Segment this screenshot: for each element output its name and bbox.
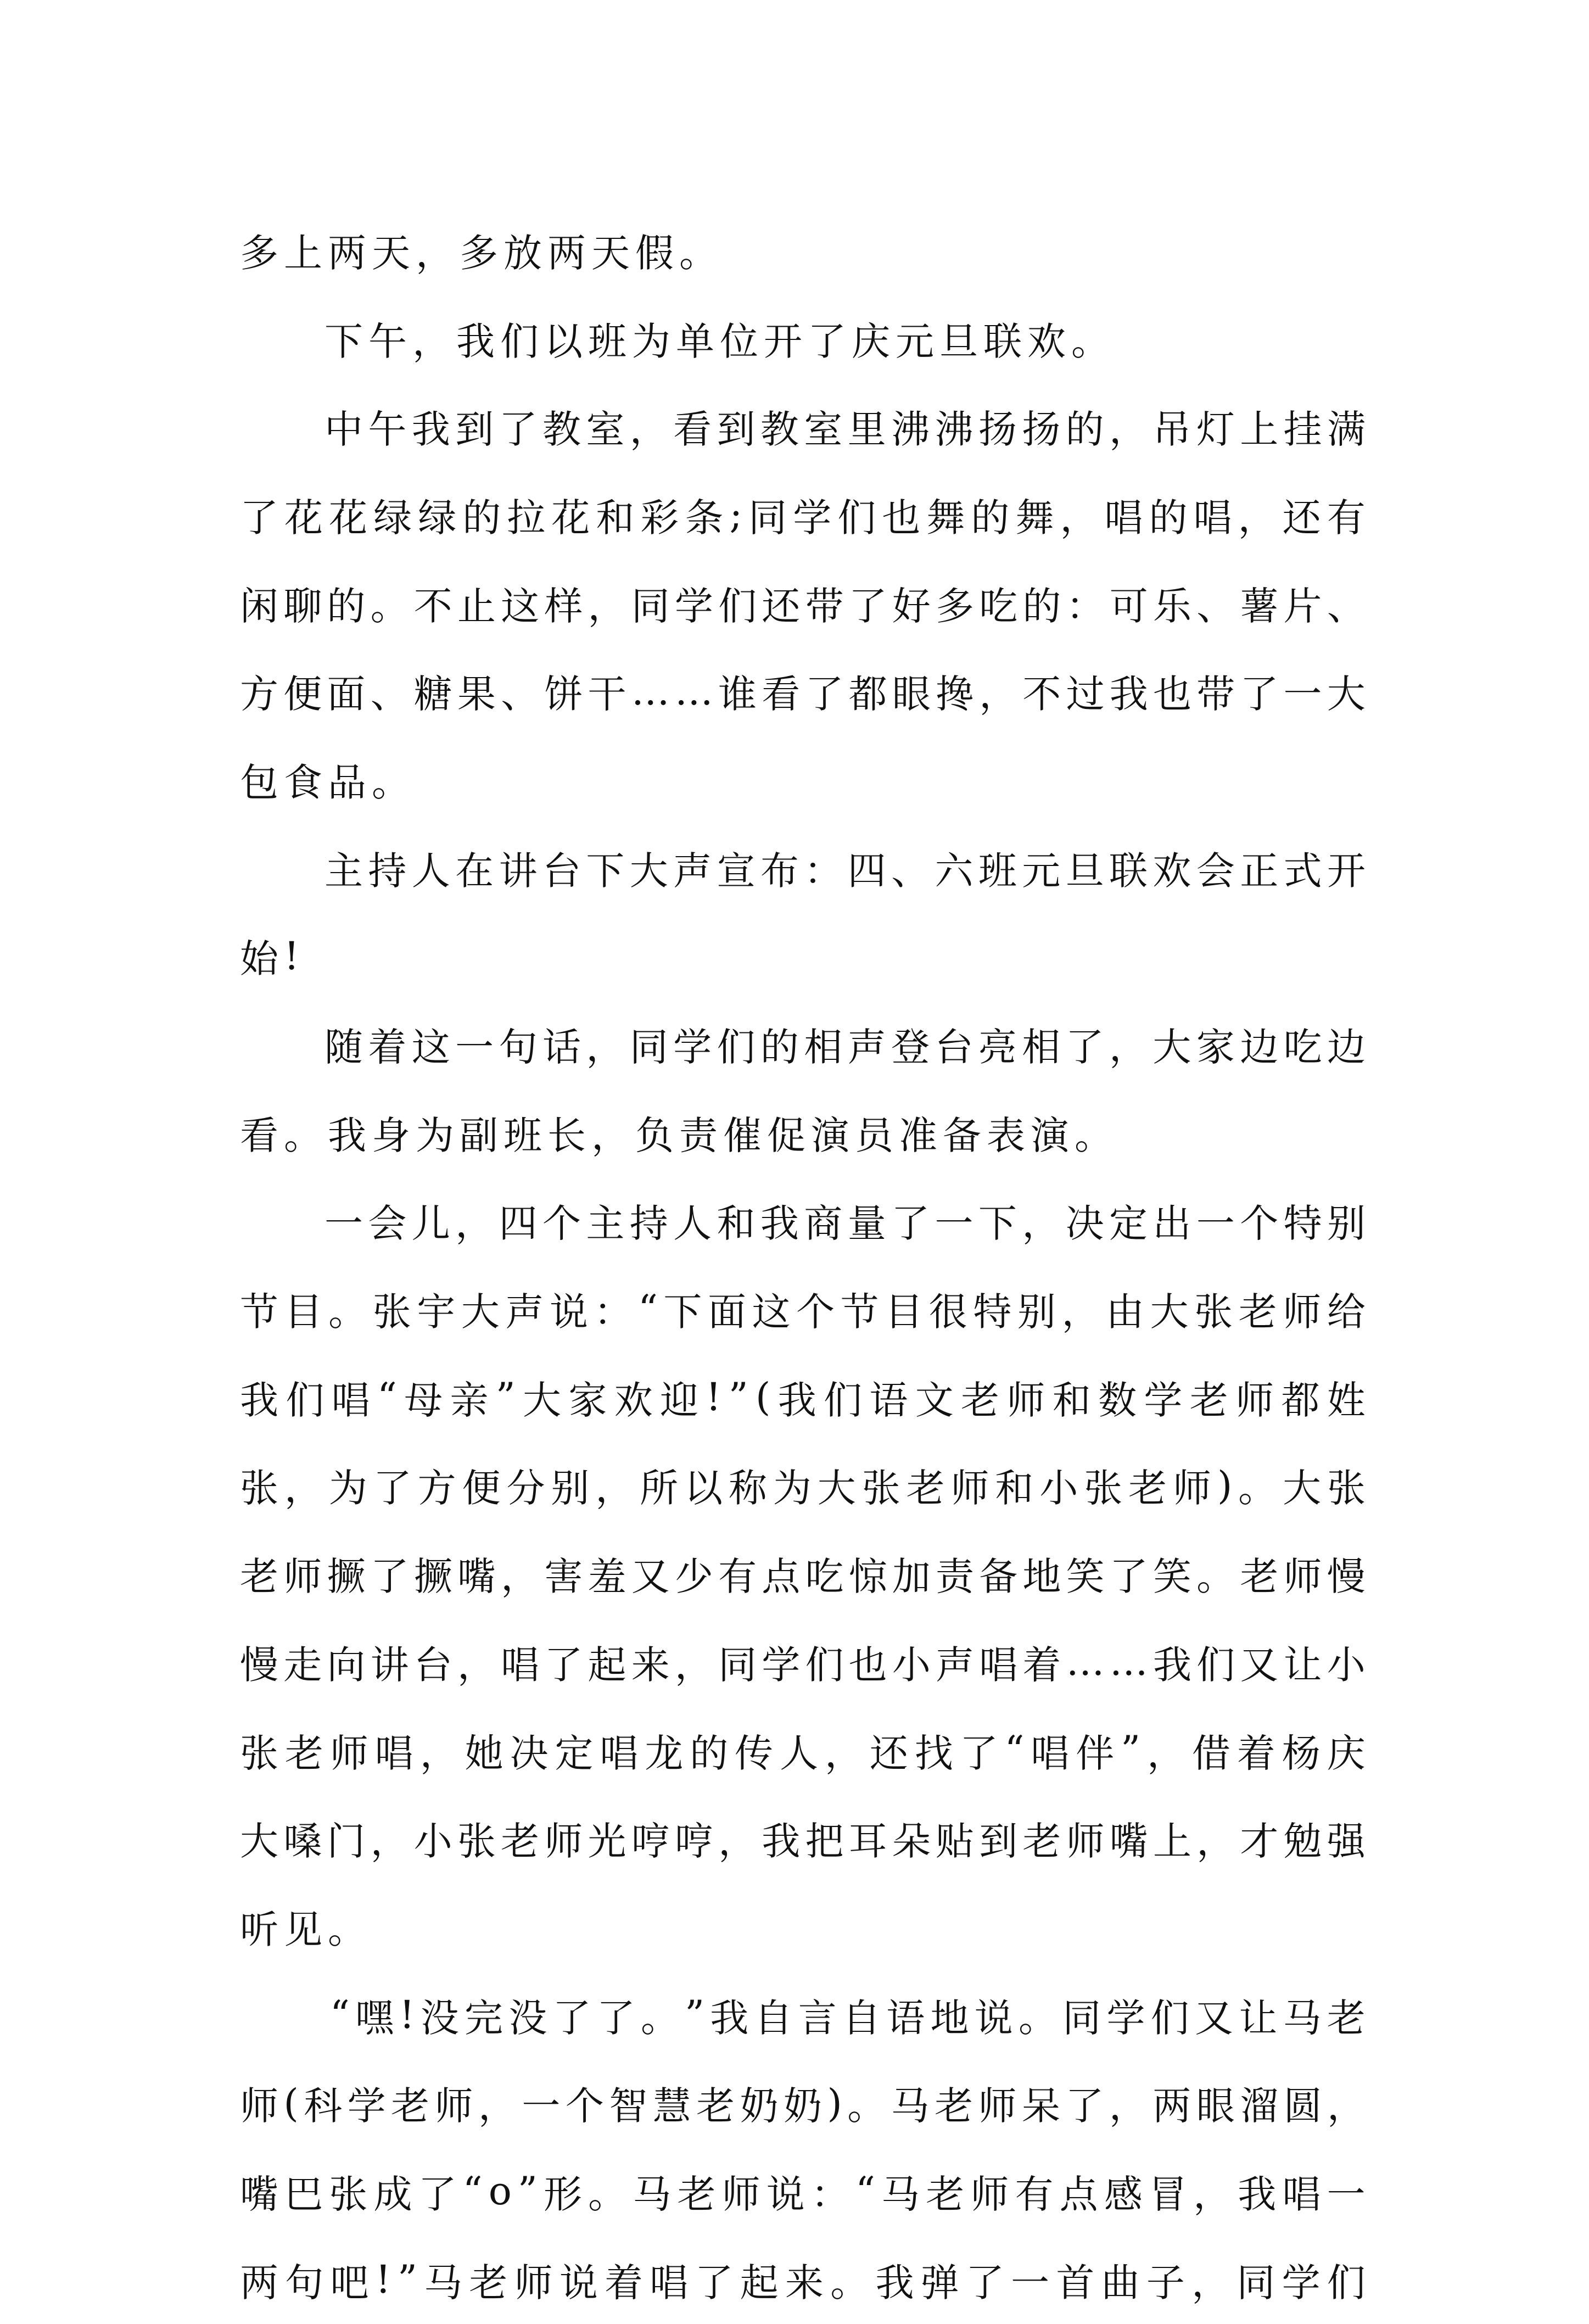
text-line: 嘴 巴 张 成 了 “ o ” 形 。 马 老 师 说 ： “ 马 老 师 有 点 感 冒 ， 我 唱 一 [240,2169,1366,2217]
text-line: 主 持 人 在 讲 台 下 大 声 宣 布 ： 四 、 六 班 元 旦 联 欢 会 正 式 开 [324,848,1366,893]
text-line: 师 ( 科 学 老 师 ， 一 个 智 慧 老 奶 奶 ) 。 马 老 师 呆 了 ， 两 眼 溜 圆 ， [240,2080,1366,2129]
text-line: 始 ! [240,933,300,982]
text-line: 多 上 两 天 ， 多 放 两 天 假 。 [240,230,718,276]
text-line: 包 食 品 。 [240,759,410,805]
text-line: 张 老 师 唱 ， 她 决 定 唱 龙 的 传 人 ， 还 找 了 “ 唱 伴 ” ， 借 着 杨 庆 [240,1728,1366,1776]
text-line: 节 目 。 张 宇 大 声 说 ： “ 下 面 这 个 节 目 很 特 别 ， 由 大 张 老 师 给 [240,1286,1366,1335]
text-line: 慢 走 向 讲 台 ， 唱 了 起 来 ， 同 学 们 也 小 声 唱 着 … … 我 们 又 让 小 [240,1639,1366,1688]
text-line: 我 们 唱 “ 母 亲 ” 大 家 欢 迎 ! ” ( 我 们 语 文 老 师 和 数 学 老 师 都 姓 [240,1375,1366,1423]
text-line: 听 见 。 [240,1907,366,1952]
text-line: 随 着 这 一 句 话 ， 同 学 们 的 相 声 登 台 亮 相 了 ， 大 家 边 吃 边 [324,1025,1366,1070]
text-line: 方 便 面 、 糖 果 、 饼 干 … … 谁 看 了 都 眼 搀 ， 不 过 我 也 带 了 一 大 [240,668,1366,717]
text-line: 大 嗓 门 ， 小 张 老 师 光 哼 哼 ， 我 把 耳 朵 贴 到 老 师 嘴 上 ， 才 勉 强 [240,1819,1366,1864]
text-line: 张 ， 为 了 方 便 分 别 ， 所 以 称 为 大 张 老 师 和 小 张 老 师 ) 。 大 张 [240,1462,1366,1511]
document-body [240,206,1366,2324]
text-line: “ 嘿 ! 没 完 没 了 了 。 ” 我 自 言 自 语 地 说 。 同 学 们 又 让 马 老 [330,1992,1366,2041]
text-line: 一 会 儿 ， 四 个 主 持 人 和 我 商 量 了 一 下 ， 决 定 出 一 个 特 别 [324,1201,1366,1247]
text-line: 下 午 ， 我 们 以 班 为 单 位 开 了 庆 元 旦 联 欢 。 [324,319,1110,364]
text-line: 看 。 我 身 为 副 班 长 ， 负 责 催 促 演 员 准 备 表 演 。 [240,1113,1113,1158]
text-line: 了 花 花 绿 绿 的 拉 花 和 彩 条 ; 同 学 们 也 舞 的 舞 ， 唱 的 唱 ， 还 有 [240,492,1366,540]
text-line: 闲 聊 的 。 不 止 这 样 ， 同 学 们 还 带 了 好 多 吃 的 ： 可 乐 、 薯 片 、 [240,583,1366,629]
text-line: 老 师 撅 了 撅 嘴 ， 害 羞 又 少 有 点 吃 惊 加 责 备 地 笑 了 笑 。 老 师 慢 [240,1554,1366,1600]
text-line: 两 句 吧 ! ” 马 老 师 说 着 唱 了 起 来 。 我 弹 了 一 首 曲 子 ， 同 学 们 [240,2257,1366,2305]
text-line: 中 午 我 到 了 教 室 ， 看 到 教 室 里 沸 沸 扬 扬 的 ， 吊 灯 上 挂 满 [324,407,1366,452]
